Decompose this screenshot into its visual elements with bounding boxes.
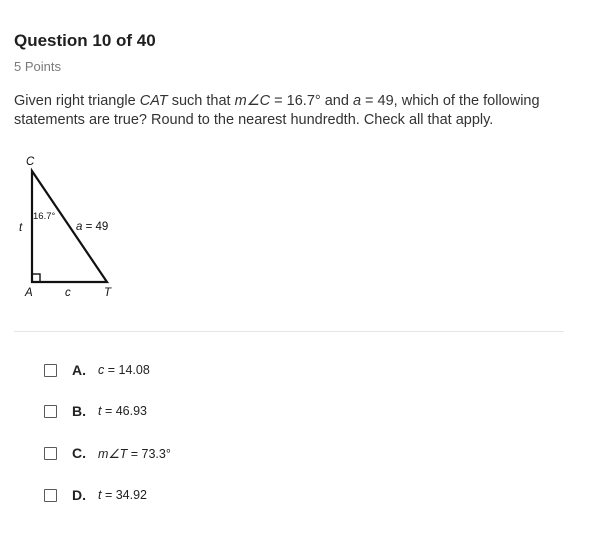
choice-c[interactable] xyxy=(44,443,171,463)
checkbox[interactable] xyxy=(44,489,57,502)
angle-c-label: 16.7° xyxy=(33,211,56,222)
vertex-c-label: C xyxy=(26,156,35,168)
choice-letter: B. xyxy=(72,403,86,419)
checkbox[interactable] xyxy=(44,447,57,460)
choice-d[interactable] xyxy=(44,485,147,505)
choice-value: = 46.93 xyxy=(101,404,148,418)
side-c-label: c xyxy=(65,287,71,299)
choice-var: m∠T xyxy=(98,446,128,461)
divider xyxy=(14,331,564,332)
choice-var: t xyxy=(98,488,102,502)
choice-value: = 73.3° xyxy=(127,446,171,461)
prompt-text: Given right triangle xyxy=(14,93,140,109)
prompt-text: such that xyxy=(167,93,235,109)
prompt-text: = 16.7° and xyxy=(270,93,353,109)
prompt-text: = 49, which of the following statements are true? Round to the nearest hundredth. Check all that apply. xyxy=(14,93,540,128)
choice-text xyxy=(98,488,147,502)
choice-var: c xyxy=(98,363,105,377)
choice-value: = 14.08 xyxy=(104,363,150,377)
choice-var: t xyxy=(98,404,102,418)
prompt-side-var: a xyxy=(352,93,362,109)
choice-b[interactable] xyxy=(44,401,147,421)
vertex-a-label: A xyxy=(25,287,33,299)
side-t-label: t xyxy=(19,222,23,234)
choice-a[interactable] xyxy=(44,360,150,380)
hypotenuse-var: a xyxy=(76,221,83,233)
hypotenuse-value: = 49 xyxy=(82,221,109,233)
question-prompt xyxy=(14,92,574,130)
choice-text xyxy=(98,404,147,418)
choice-text xyxy=(98,363,150,377)
right-angle-marker xyxy=(32,274,40,282)
prompt-angle: m∠C xyxy=(234,93,271,109)
checkbox[interactable] xyxy=(44,364,57,377)
triangle-diagram xyxy=(14,150,134,300)
question-points: 5 Points xyxy=(14,59,61,74)
question-title: Question 10 of 40 xyxy=(14,31,156,50)
choice-value: = 34.92 xyxy=(101,488,148,502)
checkbox[interactable] xyxy=(44,405,57,418)
choice-letter: D. xyxy=(72,487,86,503)
hypotenuse-label xyxy=(76,221,108,233)
triangle-figure xyxy=(14,150,134,300)
choice-text xyxy=(98,446,171,461)
prompt-triangle-name: CAT xyxy=(139,93,168,109)
vertex-t-label: T xyxy=(104,287,112,299)
choice-letter: A. xyxy=(72,362,86,378)
choice-letter: C. xyxy=(72,445,86,461)
